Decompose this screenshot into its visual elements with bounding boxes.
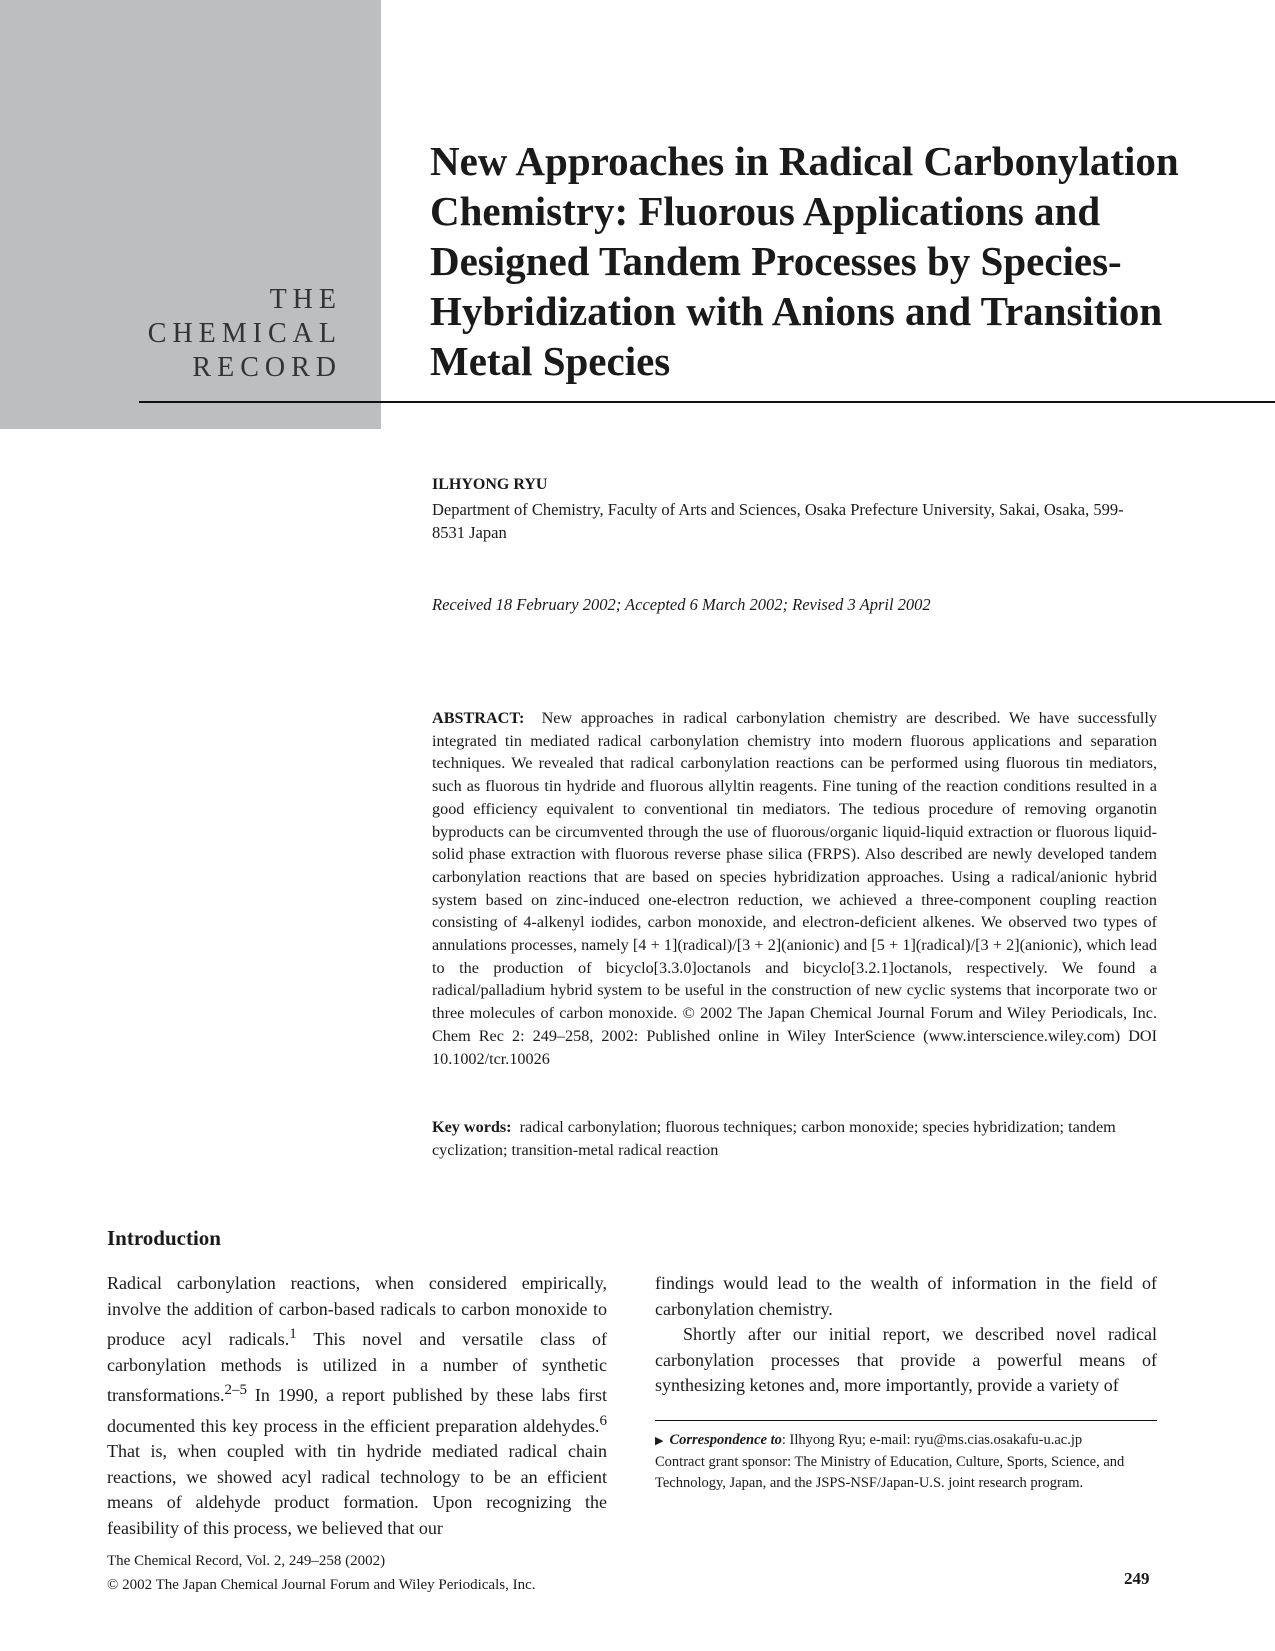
correspondence-note xyxy=(655,1430,1157,1452)
journal-name-line-3: RECORD xyxy=(192,352,342,383)
citation-6: 6 xyxy=(599,1412,607,1429)
correspondence-label: Correspondence to xyxy=(669,1432,782,1448)
grant-note: Contract grant sponsor: The Ministry of Education, Culture, Sports, Science, and Technology, Japan, and the JSPS-NSF/Japan-U.S. joint research program. xyxy=(655,1454,1125,1491)
author-name: ILHYONG RYU xyxy=(432,476,548,493)
article-title: New Approaches in Radical Carbonylation Chemistry: Fluorous Applications and Designed Tandem Processes by Species-Hybridization with Anions and Transition Metal Species xyxy=(430,138,1179,384)
journal-name-line-2: CHEMICAL xyxy=(147,318,342,349)
intro-text-1: Radical carbonylation reactions, when considered empirically, involve the addition of carbon-based radicals to carbon monoxide to produce acyl radicals. xyxy=(107,1273,607,1349)
abstract-label: ABSTRACT: xyxy=(432,709,525,727)
intro-text-3: In 1990, a report published by these labs first documented this key process in the efficient preparation aldehydes. xyxy=(107,1385,607,1436)
footer-copyright: © 2002 The Japan Chemical Journal Forum and Wiley Periodicals, Inc. xyxy=(107,1577,536,1593)
footer-citation xyxy=(107,1549,535,1597)
intro-text-4: That is, when coupled with tin hydride mediated radical chain reactions, we showed acyl radical technology to be an efficient means of aldehyde product formation. Upon recognizing the feasibility of this process, we believed that our xyxy=(107,1441,607,1538)
abstract xyxy=(432,707,1157,1070)
introduction-paragraph-1 xyxy=(107,1271,607,1541)
journal-name xyxy=(148,283,342,385)
triangle-right-icon: ▶ xyxy=(655,1435,664,1447)
introduction-right-column xyxy=(655,1271,1157,1399)
footnote-rule xyxy=(655,1420,1157,1421)
introduction-paragraph-continued: findings would lead to the wealth of information in the field of carbonylation chemistry. xyxy=(655,1273,1157,1319)
keywords-label: Key words: xyxy=(432,1118,512,1136)
abstract-text: New approaches in radical carbonylation chemistry are described. We have successfully integrated tin mediated radical carbonylation chemistry into modern fluorous applications and separation techniques. We revealed that radical carbonylation reactions can be performed using fluorous tin mediators, such as fluorous tin hydride and fluorous allyltin reagents. Fine tuning of the reaction conditions resulted in a good efficiency equivalent to conventional tin mediators. The tedious procedure of removing organotin byproducts can be circumvented through the use of fluorous/organic liquid-liquid extraction or fluorous liquid-solid phase extraction with fluorous reverse phase silica (FRPS). Also described are newly developed tandem carbonylation reactions that are based on species hybridization approaches. Using a radical/anionic hybrid system based on zinc-induced one-electron reduction, we achieved a three-component coupling reaction consisting of 4-alkenyl iodides, carbon monoxide, and electron-deficient alkenes. We observed two types of annulations processes, namely [4 + 1](radical)/[3 + 2](anionic) and [5 + 1](radical)/[3 + 2](anionic), which lead to the production of bicyclo[3.3.0]octanols and bicyclo[3.2.1]octanols, respectively. We found a radical/palladium hybrid system to be useful in the construction of new cyclic systems that incorporate two or three molecules of carbon monoxide. © 2002 The Japan Chemical Journal Forum and Wiley Periodicals, Inc. Chem Rec 2: 249–258, 2002: Published online in Wiley InterScience (www.interscience.wiley.com) DOI 10.1002/tcr.10026 xyxy=(432,709,1157,1068)
introduction-heading: Introduction xyxy=(107,1226,221,1250)
introduction-paragraph-2: Shortly after our initial report, we described novel radical carbonylation processes that provide a powerful means of synthesizing ketones and, more importantly, provide a variety of xyxy=(655,1324,1157,1395)
author-affiliation: Department of Chemistry, Faculty of Arts and Sciences, Osaka Prefecture University, Sakai, Osaka, 599-8531 Japan xyxy=(432,500,1124,542)
received-dates: Received 18 February 2002; Accepted 6 March 2002; Revised 3 April 2002 xyxy=(432,595,931,614)
page-number: 249 xyxy=(1124,1569,1150,1588)
citation-1: 1 xyxy=(289,1326,297,1342)
footnote xyxy=(655,1430,1157,1494)
keywords xyxy=(432,1116,1157,1161)
header-rule xyxy=(139,401,1275,403)
footer-journal-info: The Chemical Record, Vol. 2, 249–258 (2002) xyxy=(107,1553,386,1569)
keywords-text: radical carbonylation; fluorous techniques; carbon monoxide; species hybridization; tandem cyclization; transition-metal radical reaction xyxy=(432,1118,1116,1159)
correspondence-text: : Ilhyong Ryu; e-mail: ryu@ms.cias.osakafu-u.ac.jp xyxy=(781,1432,1083,1448)
intro-text-2: This novel and versatile class of carbonylation methods is utilized in a number of synthetic transformations. xyxy=(107,1329,608,1405)
introduction-left-column xyxy=(107,1271,607,1541)
journal-name-line-1: THE xyxy=(269,284,342,315)
citation-2-5: 2–5 xyxy=(224,1382,247,1398)
